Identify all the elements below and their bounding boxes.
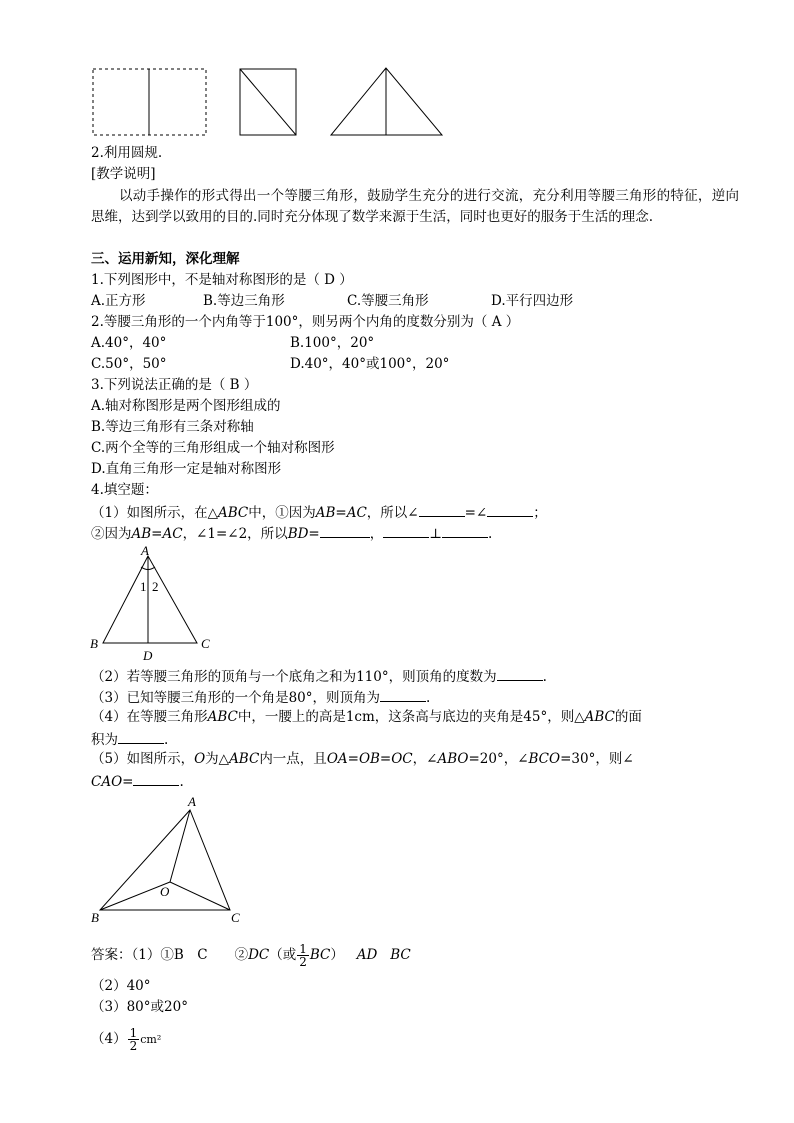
fraction-one-half: $\frac{1}{2}$ <box>299 942 307 969</box>
q3-option-b: B.等边三角形有三条对称轴 <box>91 419 254 435</box>
q4-part4-line2: 积为 . <box>91 729 168 749</box>
section-heading: 三、运用新知，深化理解 <box>91 251 240 267</box>
label-a2: A <box>188 794 196 809</box>
q4-part5-line2: CAO= . <box>91 771 184 791</box>
q1-stem: 1.下列图形中，不是轴对称图形的是（ D ） <box>91 272 353 288</box>
answer-part4: （4） $\frac{1}{2}$ cm² <box>91 1026 162 1053</box>
label-d: D <box>143 648 153 663</box>
q4-part2: （2）若等腰三角形的顶角与一个底角之和为110°，则顶角的度数为 . <box>91 666 547 686</box>
label-c2: C <box>231 910 240 925</box>
q2-option-c: C.50°，50° <box>91 356 167 372</box>
q1-option-d: D.平行四边形 <box>491 293 574 309</box>
q4-part5-line1: （5）如图所示，O为△ABC内一点，且OA=OB=OC，∠ABO=20°，∠BCO=30°，则∠ <box>91 751 634 767</box>
answer-part1: 答案：（1）①B C ②DC（或 $\frac{1}{2}$ BC） AD BC <box>91 942 411 969</box>
q3-option-a: A.轴对称图形是两个图形组成的 <box>91 398 281 414</box>
q3-option-c: C.两个全等的三角形组成一个轴对称图形 <box>91 440 335 456</box>
label-angle-2: 2 <box>152 579 159 594</box>
label-a: A <box>141 543 149 558</box>
q4-part1-line1: （1）如图所示，在△ABC中，①因为AB=AC，所以∠ =∠ ； <box>91 502 547 522</box>
label-b: B <box>90 636 98 651</box>
label-o: O <box>160 884 170 899</box>
q1-option-a: A.正方形 <box>91 293 146 309</box>
q4-part1-line2: ②因为AB=AC，∠1=∠2，所以BD= ， ⊥ . <box>91 523 492 543</box>
q4-stem: 4.填空题： <box>91 482 158 498</box>
q4-part4-line1: （4）在等腰三角形ABC中，一腰上的高是1cm，这条高与底边的夹角是45°，则△ABC的面 <box>91 709 642 725</box>
answer-part2: （2）40° <box>91 978 151 994</box>
teaching-note-label: [教学说明] <box>91 166 156 182</box>
answer-part3: （3）80°或20° <box>91 999 188 1015</box>
q2-option-b: B.100°，20° <box>290 335 375 351</box>
label-c: C <box>201 636 210 651</box>
fraction-one-half: $\frac{1}{2}$ <box>129 1026 138 1053</box>
q2-stem: 2.等腰三角形的一个内角等于100°，则另两个内角的度数分别为（ A ） <box>91 314 520 330</box>
q1-option-b: B.等边三角形 <box>203 293 285 309</box>
q2-option-d: D.40°，40°或100°，20° <box>290 356 450 372</box>
label-angle-1: 1 <box>140 579 147 594</box>
q1-option-c: C.等腰三角形 <box>347 293 429 309</box>
q3-option-d: D.直角三角形一定是轴对称图形 <box>91 461 282 477</box>
q2-option-a: A.40°，40° <box>91 335 167 351</box>
item-2-compass: 2.利用圆规. <box>91 145 163 161</box>
label-b2: B <box>91 910 99 925</box>
q3-stem: 3.下列说法正确的是（ B ） <box>91 377 258 393</box>
q4-part3: （3）已知等腰三角形的一个角是80°，则顶角为 . <box>91 687 430 707</box>
teaching-note-text: 以动手操作的形式得出一个等腰三角形，鼓励学生充分的进行交流，充分利用等腰三角形的特征，逆向思维，达到学以致用的目的.同时充分体现了数学来源于生活，同时也更好的服务于生活的理念. <box>91 188 739 225</box>
